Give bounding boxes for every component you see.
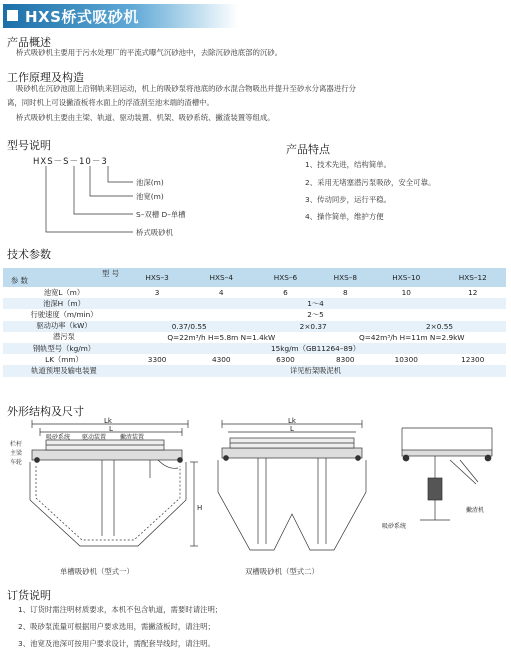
spec-cell-group: 0.37/0.55 bbox=[125, 321, 253, 332]
spec-row-power bbox=[3, 321, 506, 332]
structure-heading: 外形结构及尺寸 bbox=[7, 405, 84, 418]
spec-cell: 10300 bbox=[394, 355, 418, 365]
spec-cell: 6300 bbox=[276, 355, 295, 365]
label-beam: 主梁 bbox=[10, 450, 23, 457]
dim-lk-label: Lk bbox=[104, 417, 112, 425]
spec-cell-merged: 1～4 bbox=[125, 298, 506, 309]
spec-row-lk bbox=[3, 354, 506, 365]
spec-corner-model: 型 号 bbox=[102, 269, 119, 278]
label-wheel: 车轮 bbox=[10, 459, 23, 466]
caption-double-tank: 双槽吸砂机（型式二） bbox=[245, 567, 319, 576]
model-heading: 型号说明 bbox=[7, 139, 51, 152]
label-skimmer-side: 撇渣机 bbox=[466, 507, 485, 514]
model-diagram bbox=[30, 164, 150, 244]
spec-row-label: 轨道预埋及输电装置 bbox=[3, 365, 125, 376]
spec-row-label: LK（mm） bbox=[45, 354, 83, 364]
spec-row-label: 行驶速度（m/min） bbox=[30, 309, 98, 319]
spec-model-3: HXS–6 bbox=[253, 268, 317, 287]
dim-l-label-2: L bbox=[290, 425, 294, 433]
spec-cell-merged: 2～5 bbox=[307, 309, 324, 319]
model-label-type: S–双槽 D–单槽 bbox=[136, 210, 186, 219]
spec-cell: 4300 bbox=[211, 355, 231, 365]
feature-item-3: 3、传动同步，运行平稳。 bbox=[305, 195, 392, 204]
caption-single-tank: 单槽吸砂机（型式一） bbox=[60, 567, 134, 576]
spec-cell-group: Q=42m³/h H=11m N=2.9kW bbox=[359, 332, 465, 342]
feature-item-4: 4、操作简单，维护方便 bbox=[305, 212, 384, 221]
spec-cell: 12 bbox=[468, 288, 478, 298]
ordering-heading: 订货说明 bbox=[7, 589, 51, 602]
spec-cell-group: Q=22m³/h H=5.8m N=1.4kW bbox=[167, 332, 276, 342]
feature-item-2: 2、采用无堵塞潜污泵吸砂，安全可靠。 bbox=[305, 178, 436, 187]
spec-model-2: HXS–4 bbox=[189, 268, 253, 287]
spec-cell: 12300 bbox=[461, 355, 485, 365]
spec-corner-cell bbox=[3, 268, 125, 287]
model-label-name: 桥式吸砂机 bbox=[136, 228, 173, 237]
bridge-beam bbox=[32, 450, 182, 460]
spec-cell: 3 bbox=[154, 288, 160, 298]
tank-outline bbox=[30, 462, 186, 546]
spec-cell: 8 bbox=[342, 288, 348, 298]
label-suction-system-side: 吸砂系统 bbox=[382, 523, 407, 530]
feature-item-1: 1、技术先进，结构简单。 bbox=[305, 160, 392, 169]
spec-cell: 8300 bbox=[336, 355, 355, 365]
title-square-icon bbox=[7, 10, 18, 21]
spec-row-label: 池宽L（m） bbox=[43, 287, 85, 297]
label-railing: 栏杆 bbox=[10, 441, 23, 448]
spec-cell: 6 bbox=[283, 288, 288, 298]
model-label-width: 池宽(m) bbox=[136, 192, 164, 201]
spec-cell-group: 2×0.37 bbox=[253, 321, 373, 332]
overview-text: 桥式吸砂机主要用于污水处理厂的平流式曝气沉砂池中，去除沉砂池底部的沉砂。 bbox=[16, 48, 283, 57]
spec-cell-merged: 详见桁架吸泥机 bbox=[125, 365, 506, 376]
spec-cell: 3300 bbox=[147, 355, 167, 365]
principle-line-1: 吸砂机在沉砂池面上沿钢轨来回运动，机上的吸砂泵将池底的砂水混合物吸出并提升至砂水分离器进行分 bbox=[16, 84, 356, 93]
principle-heading: 工作原理及构造 bbox=[7, 71, 84, 84]
spec-model-5: HXS–10 bbox=[373, 268, 439, 287]
dim-l-label: L bbox=[109, 425, 113, 433]
spec-row-label: 驱动功率（kW） bbox=[3, 321, 125, 332]
spec-row-rail bbox=[3, 343, 506, 354]
label-suction-system: 吸砂系统 bbox=[46, 434, 71, 441]
model-code: HXS－S－10－3 bbox=[33, 157, 108, 167]
drawing-double-tank bbox=[206, 418, 378, 568]
principle-line-2: 离，同时机上可设撇渣板将水面上的浮渣刮至池末端的渣槽中。 bbox=[7, 98, 214, 107]
spec-cell-merged: 15kg/m（GB11264–89） bbox=[125, 343, 506, 354]
spec-row-label: 池深H（m） bbox=[3, 298, 125, 309]
spec-header-row bbox=[3, 268, 506, 287]
spec-row-pump bbox=[3, 332, 506, 343]
dim-h-label: H bbox=[197, 504, 203, 512]
dim-lk-label-2: Lk bbox=[288, 417, 296, 425]
spec-cell: 4 bbox=[218, 288, 224, 298]
label-drive: 驱动装置 bbox=[82, 434, 107, 441]
features-heading: 产品特点 bbox=[286, 143, 330, 156]
spec-row-label: 潜污泵 bbox=[53, 332, 75, 342]
ordering-item-1: 1、订货时需注明材质要求，本机不包含轨道，需要时请注明； bbox=[18, 605, 223, 614]
model-label-depth: 池深(m) bbox=[136, 178, 164, 187]
label-skimmer: 撇渣装置 bbox=[120, 434, 145, 441]
overview-heading: 产品概述 bbox=[7, 36, 51, 49]
spec-row-depth bbox=[3, 298, 506, 309]
spec-row-embed bbox=[3, 365, 506, 376]
ordering-item-3: 3、池宽及池深可按用户要求设计，需配套导线时，请注明。 bbox=[18, 639, 215, 648]
spec-corner-param: 参 数 bbox=[11, 276, 28, 285]
spec-model-1: HXS–3 bbox=[125, 268, 189, 287]
bridge-beam-double bbox=[222, 448, 362, 458]
tech-heading: 技术参数 bbox=[7, 248, 51, 261]
spec-cell-group: 2×0.55 bbox=[373, 321, 506, 332]
title-banner bbox=[3, 4, 238, 28]
spec-row-width bbox=[3, 287, 506, 298]
pump-body bbox=[428, 478, 442, 500]
spec-model-4: HXS–8 bbox=[318, 268, 373, 287]
principle-line-3: 桥式吸砂机主要由主梁、轨道、驱动装置、机架、吸砂系统、撇渣装置等组成。 bbox=[16, 113, 275, 122]
ordering-item-2: 2、吸砂泵流量可根据用户要求选用，需撇渣板时，请注明； bbox=[18, 622, 215, 631]
spec-cell: 10 bbox=[401, 288, 411, 298]
spec-model-6: HXS–12 bbox=[439, 268, 506, 287]
double-tank-outline bbox=[218, 460, 366, 550]
spec-row-label: 钢轨型号（kg/m） bbox=[3, 343, 125, 354]
spec-table bbox=[3, 268, 506, 377]
spec-row-speed bbox=[3, 309, 506, 320]
page-title: HXS桥式吸砂机 bbox=[25, 8, 139, 26]
drawing-side-view bbox=[380, 420, 506, 550]
drawing-single-tank bbox=[10, 417, 203, 566]
